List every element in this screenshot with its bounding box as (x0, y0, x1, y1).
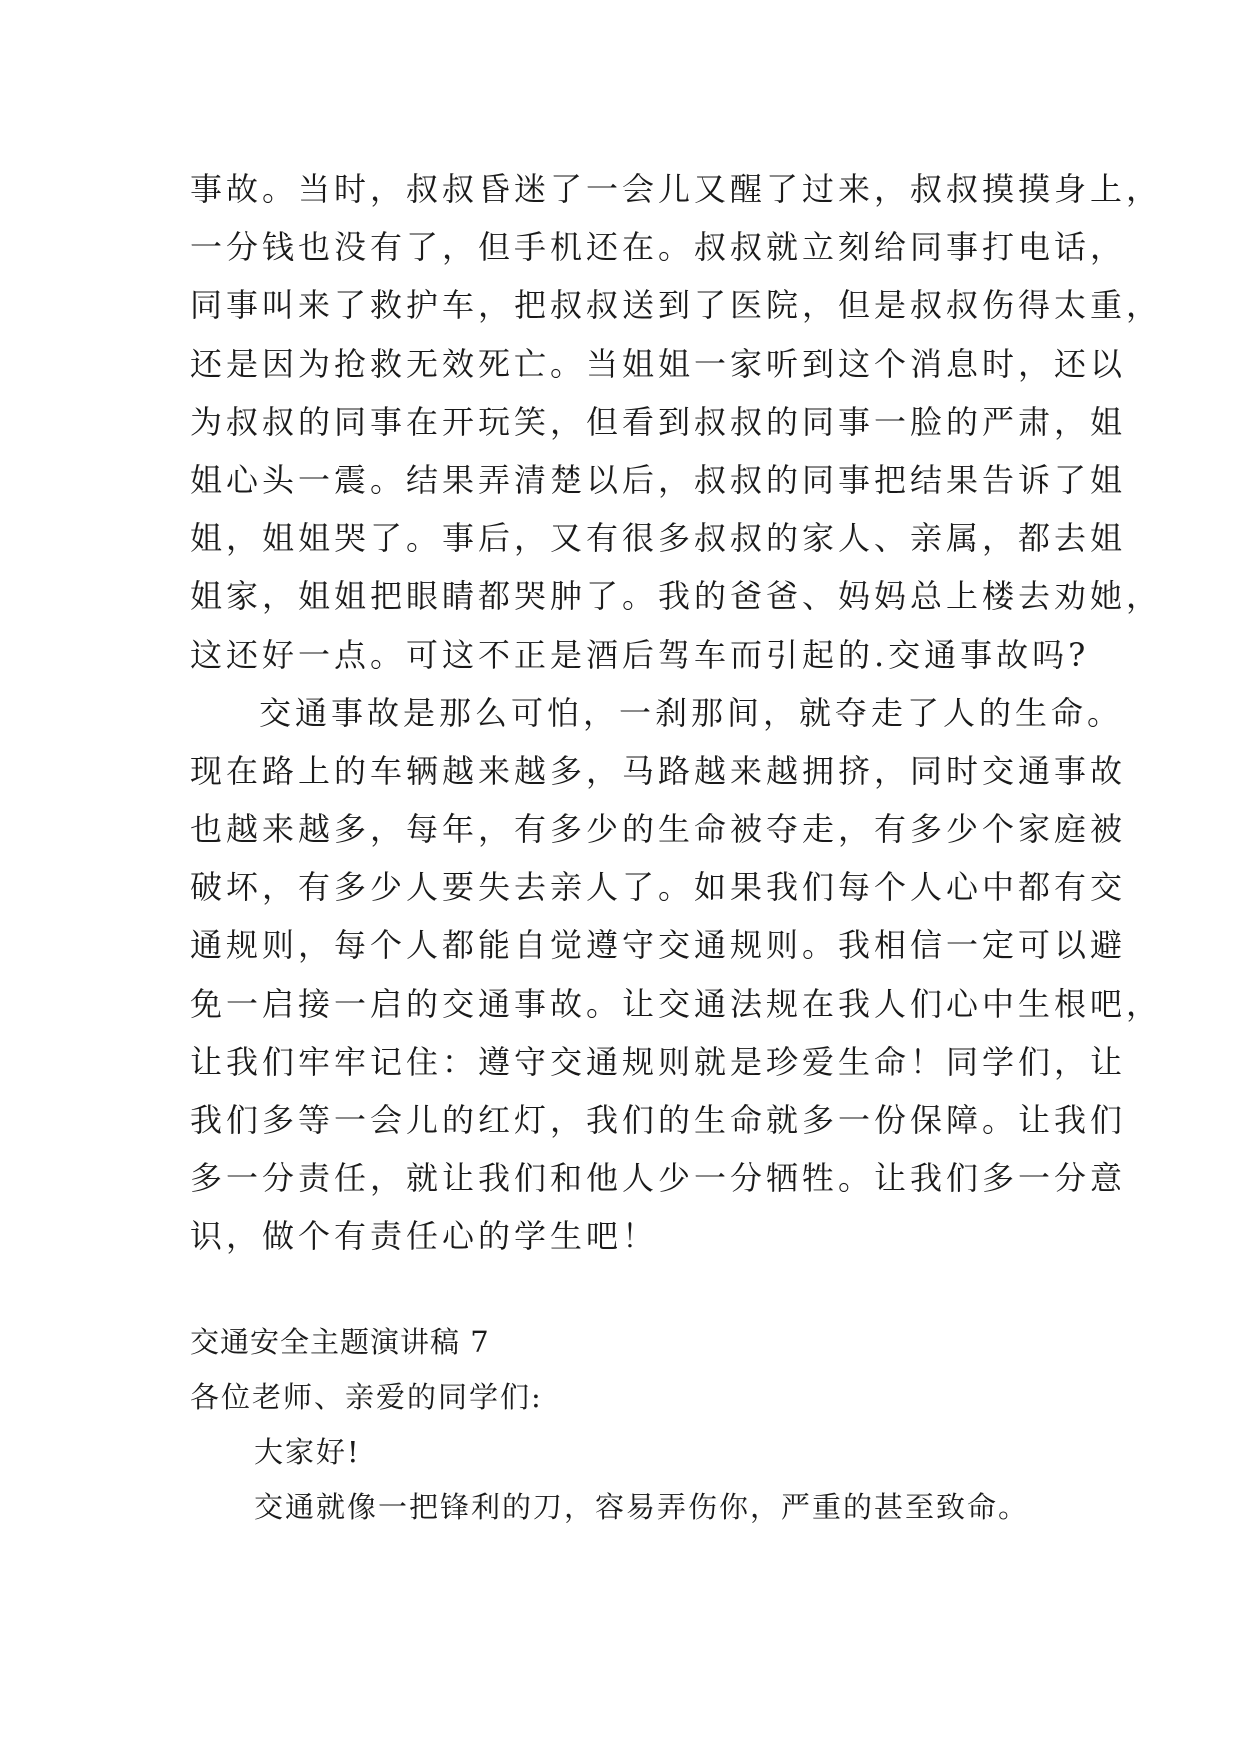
text-line: 还是因为抢救无效死亡。当姐姐一家听到这个消息时，还以 (190, 344, 1127, 383)
speech-section-7 (190, 1315, 1070, 1535)
paragraph-start-line: 交通就像一把锋利的刀，容易弄伤你，严重的甚至致命。 (254, 1490, 1030, 1524)
text-line: 为叔叔的同事在开玩笑，但看到叔叔的同事一脸的严肃，姐 (190, 402, 1127, 441)
text-line: 也越来越多，每年，有多少的生命被夺走，有多少个家庭被 (190, 810, 1127, 849)
text-line: 免一启接一启的交通事故。让交通法规在我人们心中生根吧， (190, 984, 1163, 1023)
text-line: 事故。当时，叔叔昏迷了一会儿又醒了过来，叔叔摸摸身上， (190, 170, 1163, 208)
text-line: 破坏，有多少人要失去亲人了。如果我们每个人心中都有交 (190, 868, 1127, 907)
salutation: 各位老师、亲爱的同学们: (190, 1380, 543, 1414)
text-line: 姐家，姐姐把眼睛都哭肿了。我的爸爸、妈妈总上楼去劝她， (190, 577, 1163, 616)
text-line: 我们多等一会儿的红灯，我们的生命就多一份保障。让我们 (190, 1101, 1127, 1139)
text-line: 让我们牢牢记住：遵守交通规则就是珍爱生命！同学们，让 (190, 1042, 1127, 1081)
paragraph-start-line: 交通事故是那么可怕，一刹那间，就夺走了人的生命。 (259, 693, 1124, 732)
text-line: 这还好一点。可这不正是酒后驾车而引起的.交通事故吗? (190, 635, 1090, 674)
text-line: 现在路上的车辆越来越多，马路越来越拥挤，同时交通事故 (190, 751, 1127, 790)
speech-body (190, 160, 1163, 1266)
text-line: 姐心头一震。结果弄清楚以后，叔叔的同事把结果告诉了姐 (190, 460, 1127, 499)
text-line: 多一分责任，就让我们和他人少一分牺牲。让我们多一分意 (190, 1159, 1127, 1198)
text-line: 通规则，每个人都能自觉遵守交通规则。我相信一定可以避 (190, 926, 1127, 965)
text-line: 姐，姐姐哭了。事后，又有很多叔叔的家人、亲属，都去姐 (190, 519, 1127, 558)
text-line: 识，做个有责任心的学生吧！ (190, 1217, 659, 1256)
text-line: 同事叫来了救护车，把叔叔送到了医院，但是叔叔伤得太重， (190, 286, 1163, 325)
section-title: 交通安全主题演讲稿 7 (190, 1325, 490, 1359)
text-line: 一分钱也没有了，但手机还在。叔叔就立刻给同事打电话， (190, 228, 1127, 267)
greeting: 大家好! (254, 1435, 361, 1469)
